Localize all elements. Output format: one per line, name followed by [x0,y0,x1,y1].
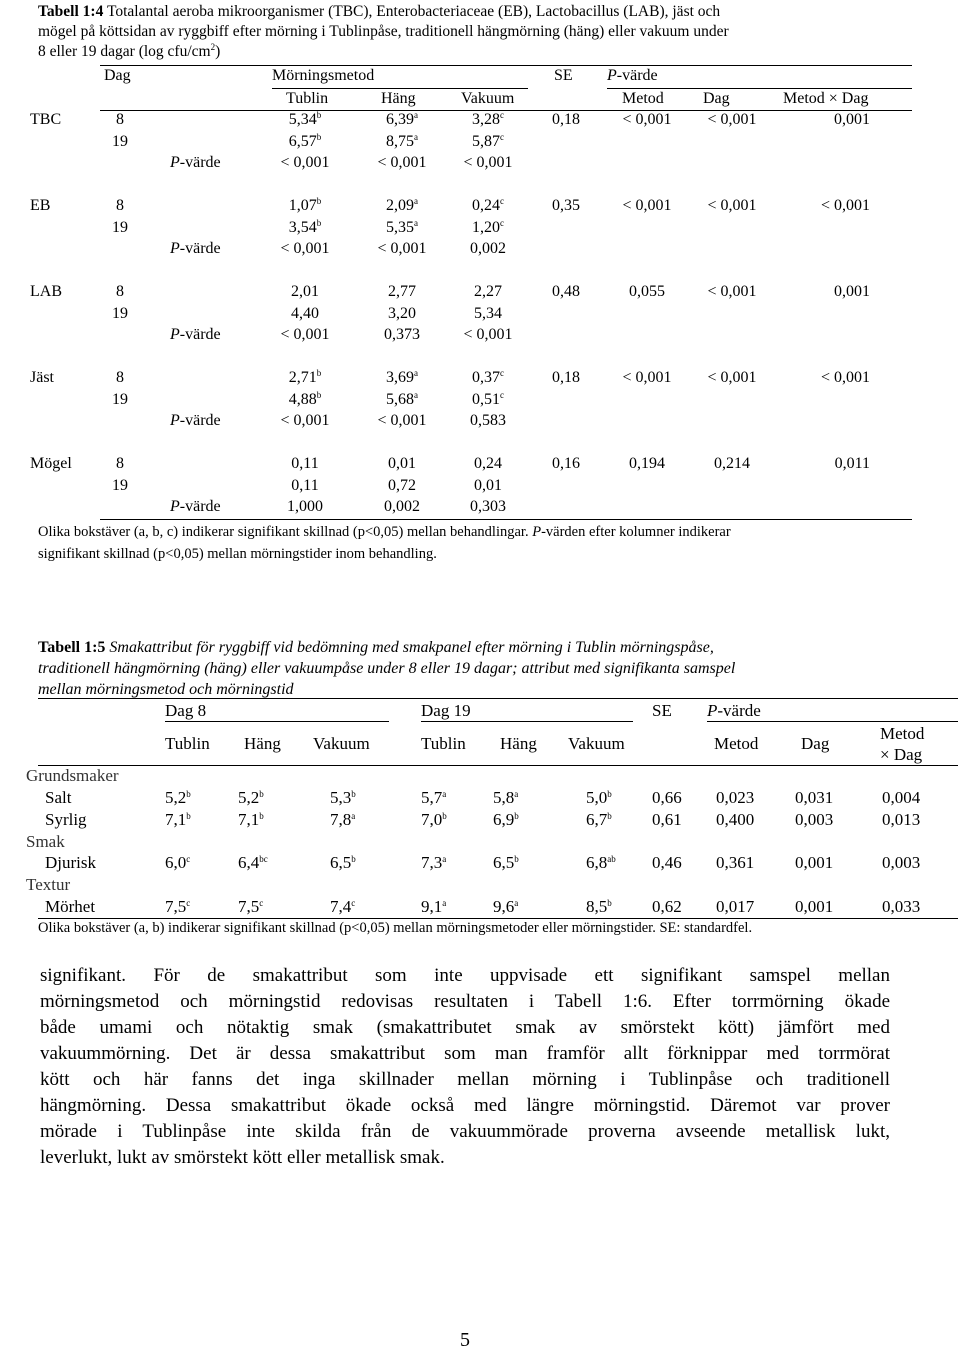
cell-hang: 0,72 [388,476,416,494]
table2-caption-text1: Smakattribut för ryggbiff vid bedömning med smakpanel efter mörning i Tublin mörningspåse, [105,639,714,656]
t2-header-tublin-19: Tublin [421,734,466,753]
cell-se: 0,18 [552,111,580,128]
cell-tublin: 3,54$^b$ [288,217,322,236]
cell-hang: 5,35$^a$ [386,217,418,236]
attribute-name: Djurisk [45,853,96,872]
row-day: 8 [116,369,124,386]
attribute-value: 9,1$^a$ [421,897,447,916]
section-title: Textur [26,875,71,894]
attribute-value: 5,7$^a$ [421,788,447,807]
cell-hang: 3,69$^a$ [386,368,418,386]
group-name: EB [30,197,51,214]
cell-vakuum: 0,24 [474,455,502,472]
cell-vakuum: 3,28$^c$ [472,110,504,128]
group-name: LAB [30,283,62,300]
attribute-value: 6,7$^b$ [586,810,612,829]
cell-hang: 3,20 [388,304,416,322]
row-p-label: P-värde [170,412,221,430]
table1-note-line1: Olika bokstäver (a, b, c) indikerar signifikant skillnad (p<0,05) mellan behandlingar. P-värden efter kolumner indikerar [38,524,731,540]
cell-p-dag: < 0,001 [707,369,757,386]
attribute-name: Mörhet [45,897,96,916]
cell-p-dag: 0,031 [795,788,834,807]
cell-se: 0,62 [652,897,682,916]
t2-dag19-rule [421,721,633,722]
cell-vakuum: < 0,001 [463,326,513,344]
table1-caption-label: Tabell 1:4 [38,3,104,20]
cell-p-metod: 0,055 [629,283,665,300]
cell-tublin: 2,01 [291,283,319,300]
cell-tublin: 5,34$^b$ [288,110,322,128]
cell-se: 0,66 [652,788,682,807]
cell-p-dag: 0,214 [714,455,750,472]
attribute-value: 7,5$^c$ [238,897,264,916]
cell-p-dag: 0,001 [795,853,834,872]
row-p-label: P-värde [170,240,221,258]
cell-tublin: 0,11 [291,455,319,472]
row-p-label: P-värde [170,326,221,344]
t2-header-pvarde: P-värde [707,701,761,720]
cell-p-metod-dag: 0,003 [882,853,921,872]
cell-se: 0,16 [552,455,580,472]
attribute-value: 6,5$^b$ [493,853,519,872]
cell-vakuum: 5,87$^c$ [472,131,504,150]
cell-hang: 0,002 [384,498,420,516]
table1-top-rule [100,65,912,66]
cell-vakuum: 0,51$^c$ [472,389,504,408]
cell-tublin: < 0,001 [280,240,330,258]
cell-p-dag: < 0,001 [707,197,757,214]
attribute-value: 5,8$^a$ [493,788,519,807]
cell-se: 0,35 [552,197,580,214]
body-paragraph [40,963,890,1171]
cell-p-metod-dag: 0,004 [882,788,921,807]
t2-header-dag8: Dag 8 [165,701,207,720]
cell-tublin: 1,07$^b$ [288,196,322,214]
cell-p-dag: 0,001 [795,897,834,916]
cell-hang: 6,39$^a$ [386,110,418,128]
cell-p-dag: 0,003 [795,810,834,829]
table1-caption [38,2,908,62]
cell-vakuum: 0,37$^c$ [472,368,504,386]
t2-header-dag19: Dag 19 [421,701,471,720]
cell-se: 0,48 [552,283,580,300]
group-name: Mögel [30,455,72,472]
attribute-value: 6,8$^{ab}$ [586,853,616,872]
cell-p-metod: 0,361 [716,853,755,872]
cell-hang: 8,75$^a$ [386,131,418,150]
t1-header-pvarde: P-värde [607,67,658,84]
cell-p-metod: 0,023 [716,788,755,807]
cell-p-metod-dag: 0,001 [834,283,870,300]
attribute-value: 6,4$^{bc}$ [238,853,268,872]
t2-header-vakuum-19: Vakuum [568,734,625,753]
cell-tublin: < 0,001 [280,412,330,430]
t2-header-vakuum-8: Vakuum [313,734,370,753]
cell-vakuum: 0,303 [470,498,506,516]
attribute-value: 8,5$^b$ [586,897,612,916]
cell-p-metod-dag: < 0,001 [820,369,870,386]
cell-hang: 2,09$^a$ [386,196,418,214]
cell-hang: < 0,001 [377,412,427,430]
cell-tublin: 0,11 [291,476,319,494]
table1-caption-text2: mögel på köttsidan av ryggbiff efter mörning i Tublinpåse, traditionell hängmörning (häng) eller vakuum under [38,23,729,40]
cell-p-metod-dag: 0,011 [834,455,870,472]
t1-header-metod: Metod [622,90,664,107]
cell-se: 0,18 [552,369,580,386]
row-day: 19 [112,218,128,236]
cell-p-metod: < 0,001 [622,197,672,214]
t1-header-vakuum: Vakuum [461,90,515,107]
t1-header-morningsmetod: Mörningsmetod [272,67,375,84]
t2-header-se: SE [652,701,672,720]
t1-header-se: SE [554,67,573,84]
row-day: 19 [112,132,128,150]
attribute-value: 6,9$^b$ [493,810,519,829]
table1-caption-sup: 2 [210,42,216,52]
attribute-value: 5,2$^b$ [165,788,191,807]
row-day: 19 [112,304,128,322]
table1-bottom-rule [100,519,912,520]
cell-tublin: 4,40 [291,304,319,322]
cell-tublin: < 0,001 [280,326,330,344]
t2-header-tublin-8: Tublin [165,734,210,753]
row-p-label: P-värde [170,498,221,516]
table2-caption-text3: mellan mörningsmetod och mörningstid [38,681,294,698]
section-title: Smak [26,832,65,851]
cell-vakuum: 0,002 [470,240,506,258]
cell-p-metod-dag: 0,013 [882,810,921,829]
page-number: 5 [460,1329,470,1351]
attribute-value: 7,1$^b$ [165,810,191,829]
row-day: 8 [116,197,124,214]
attribute-value: 7,4$^c$ [330,897,356,916]
paragraph-line: kött och här fanns det inga skillnader mellan mörning i Tublinpåse och traditionell [40,1069,890,1090]
attribute-value: 5,2$^b$ [238,788,264,807]
cell-vakuum: 1,20$^c$ [472,217,504,236]
table1-caption-text3b: ) [215,43,221,60]
t2-header-bottom-rule [38,765,958,766]
t2-header-hang-8: Häng [244,734,281,753]
t2-header-dag: Dag [801,734,830,753]
t1-header-hang: Häng [381,90,416,107]
group-name: Jäst [30,369,54,386]
cell-hang: 0,01 [388,455,416,472]
cell-vakuum: 5,34 [474,304,502,322]
paragraph-line: leverlukt, lukt av smörstekt kött eller metallisk smak. [40,1147,445,1168]
table1-caption-text1: Totalantal aeroba mikroorganismer (TBC), Enterobacteriaceae (EB), Lactobacillus (LAB), jäst och [106,3,721,20]
cell-p-metod-dag: 0,033 [882,897,921,916]
attribute-value: 5,0$^b$ [586,788,612,807]
attribute-value: 7,3$^a$ [421,853,447,872]
attribute-value: 7,5$^c$ [165,897,191,916]
cell-hang: 5,68$^a$ [386,389,418,408]
t2-header-hang-19: Häng [500,734,537,753]
attribute-value: 5,3$^b$ [330,788,356,807]
table2-caption-text2: traditionell hängmörning (häng) eller vakuumpåse under 8 eller 19 dagar; attribut med signifikanta samspel [38,660,736,677]
row-day: 19 [112,476,128,494]
cell-se: 0,46 [652,853,682,872]
t2-p-rule [707,721,958,722]
cell-vakuum: < 0,001 [463,154,513,172]
row-day: 19 [112,390,128,408]
cell-vakuum: 2,27 [474,283,502,300]
cell-se: 0,61 [652,810,682,829]
t2-header-metod-dag-1: Metod [880,724,925,743]
attribute-value: 6,5$^b$ [330,853,356,872]
paragraph-line: hängmörning. Dessa smakattribut ökade också med längre mörningstid. Däremot var prover [40,1095,890,1116]
t1-header-method-rule [272,88,528,89]
paragraph-line: vakuummörning. Det är dessa smakattribut som man framför allt förknippar med torrmörat [40,1043,890,1064]
cell-p-metod-dag: < 0,001 [820,197,870,214]
cell-hang: < 0,001 [377,154,427,172]
row-day: 8 [116,111,124,128]
cell-hang: 2,77 [388,283,416,300]
cell-p-metod: < 0,001 [622,111,672,128]
cell-p-metod: 0,017 [716,897,755,916]
cell-tublin: 4,88$^b$ [288,389,322,408]
table1-note-line2: signifikant skillnad (p<0,05) mellan mörningstider inom behandling. [38,546,437,562]
table1-caption-text3: 8 eller 19 dagar (log cfu/cm [38,43,211,60]
table2-caption [38,637,918,700]
t1-header-dag2: Dag [703,90,730,107]
cell-p-metod: 0,400 [716,810,755,829]
cell-vakuum: 0,583 [470,412,506,430]
group-name: TBC [30,111,62,128]
cell-tublin: 2,71$^b$ [288,368,322,386]
row-p-label: P-värde [170,154,221,172]
t2-header-metod-dag-2: × Dag [880,745,923,764]
attribute-value: 7,1$^b$ [238,810,264,829]
cell-vakuum: 0,24$^c$ [472,196,504,214]
section-title: Grundsmaker [26,766,119,785]
cell-p-metod: 0,194 [629,455,665,472]
table2-caption-label: Tabell 1:5 [38,639,106,656]
t2-dag8-rule [165,721,389,722]
attribute-name: Syrlig [45,810,87,829]
t2-header-metod: Metod [714,734,759,753]
row-day: 8 [116,283,124,300]
cell-tublin: 1,000 [287,498,323,516]
attribute-value: 7,8$^a$ [330,810,356,829]
t1-header-tublin: Tublin [286,90,329,107]
paragraph-line: både umami och nötaktig smak (smakattributet smak av smörstekt kött) jämfört med [40,1017,890,1038]
cell-tublin: < 0,001 [280,154,330,172]
paragraph-line: signifikant. För de smakattribut som inte uppvisade ett signifikant samspel mellan [40,965,890,986]
table2-top-rule [38,698,958,699]
t1-header-p-rule [607,88,912,89]
cell-hang: < 0,001 [377,240,427,258]
cell-p-metod-dag: 0,001 [834,111,870,128]
cell-tublin: 6,57$^b$ [288,131,322,150]
attribute-value: 9,6$^a$ [493,897,519,916]
paragraph-line: mörningsmetod och mörningstid redovisas resultaten i Tabell 1:6. Efter torrmörning ökade [40,991,890,1012]
attribute-value: 7,0$^b$ [421,810,447,829]
row-day: 8 [116,455,124,472]
cell-p-dag: < 0,001 [707,111,757,128]
cell-p-metod: < 0,001 [622,369,672,386]
cell-hang: 0,373 [384,326,420,344]
t1-header-dag: Dag [104,67,131,84]
attribute-value: 6,0$^c$ [165,853,191,872]
attribute-name: Salt [45,788,72,807]
table2-note: Olika bokstäver (a, b) indikerar signifikant skillnad (p<0,05) mellan mörningsmetoder eller mörningstider. SE: standardfel. [38,920,753,936]
paragraph-line: mörade i Tublinpåse inte skilda från de vakuummörade proverna avseende metallisk lukt, [40,1121,890,1142]
t1-header-metod-dag: Metod × Dag [783,90,869,107]
cell-vakuum: 0,01 [474,476,502,494]
cell-p-dag: < 0,001 [707,283,757,300]
